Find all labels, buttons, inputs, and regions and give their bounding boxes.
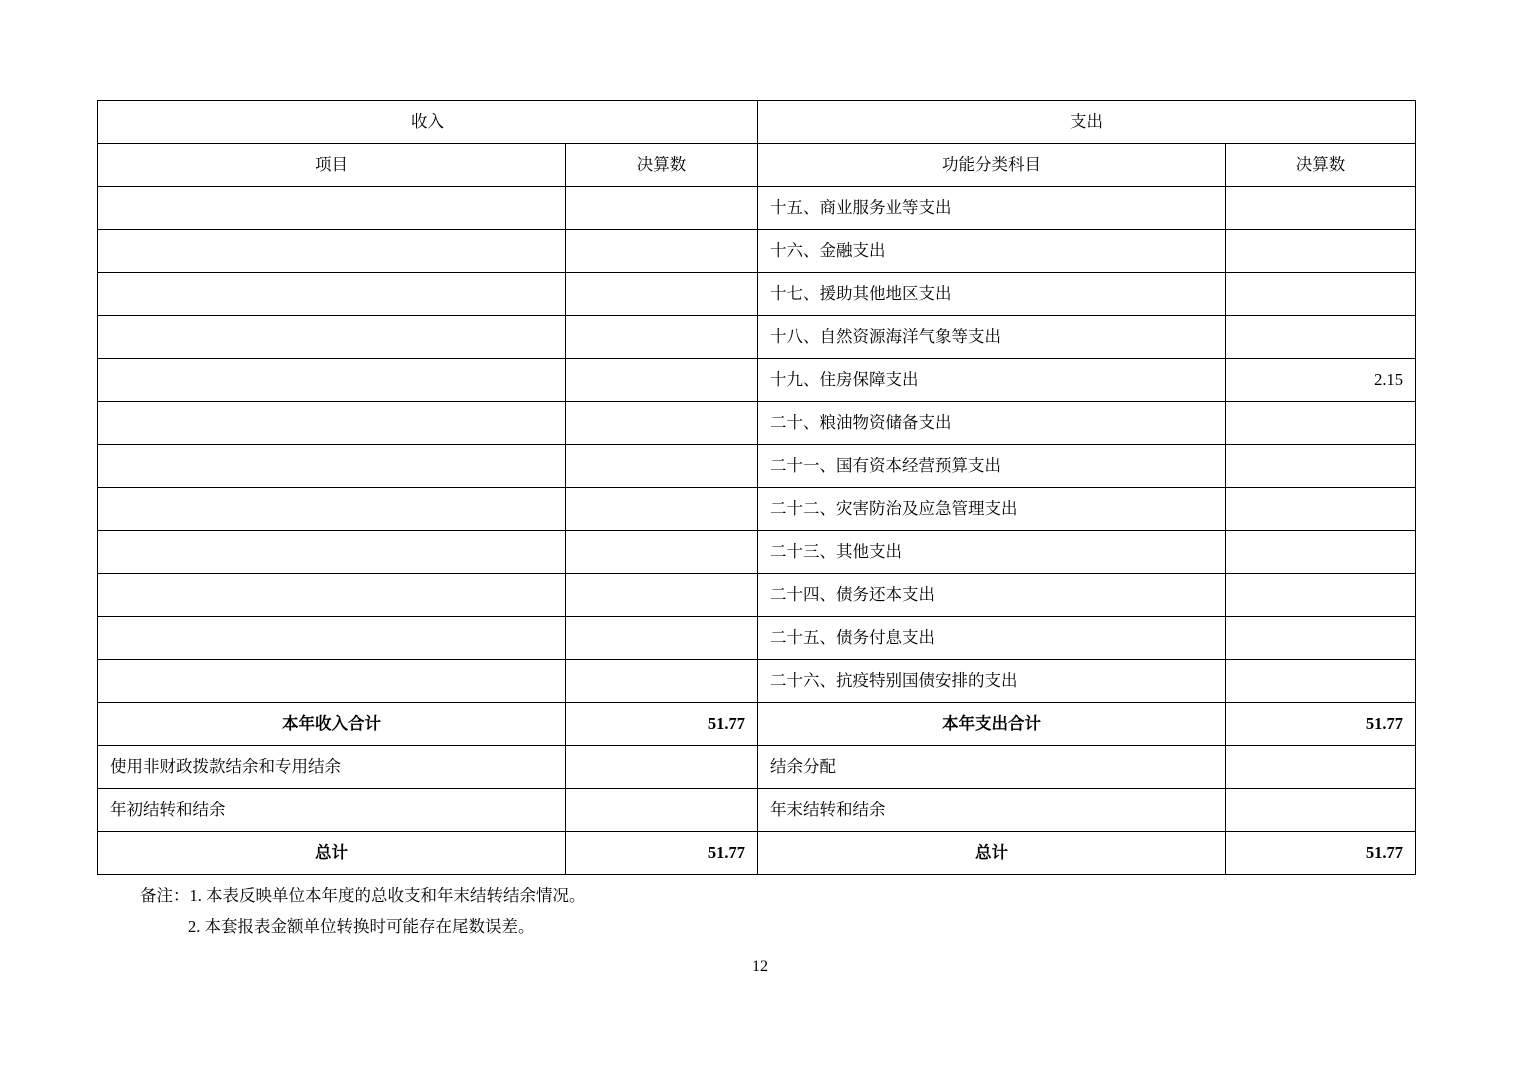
cell-income-amount — [566, 402, 758, 445]
cell-expense-amount — [1226, 789, 1416, 832]
cell-income-item — [98, 660, 566, 703]
cell-expense-amount — [1226, 531, 1416, 574]
cell-income-amount: 51.77 — [566, 703, 758, 746]
cell-income-item — [98, 617, 566, 660]
note-line-2: 2. 本套报表金额单位转换时可能存在尾数误差。 — [188, 917, 535, 937]
cell-income-item — [98, 230, 566, 273]
cell-income-amount — [566, 660, 758, 703]
note-line-1: 备注：1. 本表反映单位本年度的总收支和年末结转结余情况。 — [140, 886, 586, 905]
cell-income-item: 本年收入合计 — [98, 703, 566, 746]
cell-expense-amount — [1226, 230, 1416, 273]
table-row — [98, 660, 1416, 703]
cell-expense-amount — [1226, 316, 1416, 359]
table-row-carryover — [98, 789, 1416, 832]
cell-income-amount — [566, 574, 758, 617]
page-number: 12 — [752, 958, 768, 975]
cell-expense-item: 二十一、国有资本经营预算支出 — [758, 445, 1226, 488]
cell-income-amount — [566, 187, 758, 230]
cell-expense-item: 二十二、灾害防治及应急管理支出 — [758, 488, 1226, 531]
column-header-income-amount: 决算数 — [566, 144, 758, 187]
table-row — [98, 316, 1416, 359]
group-header-expense: 支出 — [758, 101, 1416, 144]
cell-income-item — [98, 359, 566, 402]
table-row — [98, 574, 1416, 617]
cell-income-item — [98, 445, 566, 488]
cell-income-item — [98, 402, 566, 445]
column-header-expense-item: 功能分类科目 — [758, 144, 1226, 187]
table-row — [98, 531, 1416, 574]
cell-income-item — [98, 574, 566, 617]
table-row — [98, 273, 1416, 316]
table-row — [98, 402, 1416, 445]
cell-expense-amount — [1226, 746, 1416, 789]
cell-expense-amount — [1226, 402, 1416, 445]
group-header-income: 收入 — [98, 101, 758, 144]
table-row — [98, 230, 1416, 273]
budget-table — [97, 100, 1416, 875]
cell-income-amount — [566, 273, 758, 316]
table-group-header-row — [98, 101, 1416, 144]
cell-expense-item: 十六、金融支出 — [758, 230, 1226, 273]
cell-expense-amount — [1226, 617, 1416, 660]
cell-income-item — [98, 187, 566, 230]
cell-expense-amount — [1226, 445, 1416, 488]
cell-expense-item: 二十三、其他支出 — [758, 531, 1226, 574]
table-row-year-total — [98, 703, 1416, 746]
cell-income-amount — [566, 789, 758, 832]
cell-income-amount: 51.77 — [566, 832, 758, 875]
cell-income-amount — [566, 488, 758, 531]
cell-income-item — [98, 316, 566, 359]
table-column-header-row — [98, 144, 1416, 187]
cell-income-amount — [566, 316, 758, 359]
cell-expense-amount — [1226, 488, 1416, 531]
cell-income-item: 使用非财政拨款结余和专用结余 — [98, 746, 566, 789]
cell-income-amount — [566, 746, 758, 789]
cell-income-item — [98, 531, 566, 574]
cell-income-amount — [566, 617, 758, 660]
cell-income-amount — [566, 531, 758, 574]
cell-expense-item: 本年支出合计 — [758, 703, 1226, 746]
cell-expense-item: 二十六、抗疫特别国债安排的支出 — [758, 660, 1226, 703]
column-header-income-item: 项目 — [98, 144, 566, 187]
table-row — [98, 488, 1416, 531]
cell-expense-amount: 51.77 — [1226, 832, 1416, 875]
cell-income-amount — [566, 359, 758, 402]
cell-expense-item: 二十、粮油物资储备支出 — [758, 402, 1226, 445]
cell-income-item: 总计 — [98, 832, 566, 875]
cell-income-amount — [566, 445, 758, 488]
cell-expense-item: 十七、援助其他地区支出 — [758, 273, 1226, 316]
cell-income-item — [98, 273, 566, 316]
cell-expense-amount — [1226, 660, 1416, 703]
cell-expense-amount — [1226, 574, 1416, 617]
cell-expense-item: 十八、自然资源海洋气象等支出 — [758, 316, 1226, 359]
cell-expense-amount — [1226, 187, 1416, 230]
cell-expense-item: 十九、住房保障支出 — [758, 359, 1226, 402]
table-row — [98, 359, 1416, 402]
table-row-grand-total — [98, 832, 1416, 875]
table-row — [98, 445, 1416, 488]
cell-income-item: 年初结转和结余 — [98, 789, 566, 832]
cell-income-item — [98, 488, 566, 531]
table-row — [98, 617, 1416, 660]
cell-expense-item: 十五、商业服务业等支出 — [758, 187, 1226, 230]
cell-expense-item: 结余分配 — [758, 746, 1226, 789]
cell-expense-item: 二十五、债务付息支出 — [758, 617, 1226, 660]
cell-expense-amount — [1226, 273, 1416, 316]
cell-expense-item: 总计 — [758, 832, 1226, 875]
table-row-surplus-use — [98, 746, 1416, 789]
table-row — [98, 187, 1416, 230]
cell-expense-amount: 51.77 — [1226, 703, 1416, 746]
cell-expense-amount: 2.15 — [1226, 359, 1416, 402]
cell-expense-item: 二十四、债务还本支出 — [758, 574, 1226, 617]
column-header-expense-amount: 决算数 — [1226, 144, 1416, 187]
table-notes — [140, 880, 586, 943]
cell-expense-item: 年末结转和结余 — [758, 789, 1226, 832]
cell-income-amount — [566, 230, 758, 273]
